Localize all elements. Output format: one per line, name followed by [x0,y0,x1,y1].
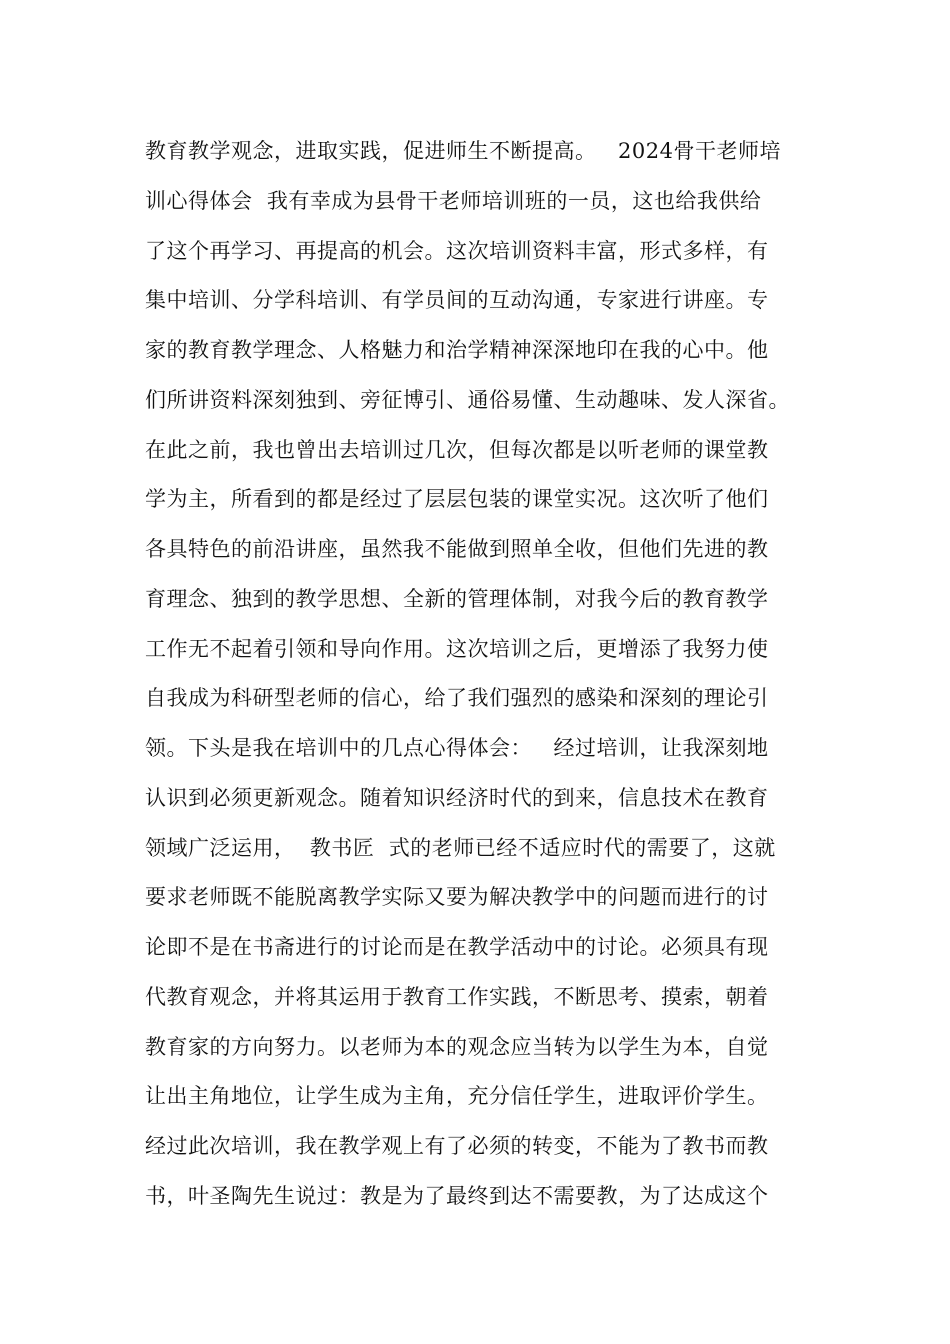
text-line: 在此之前，我也曾出去培训过几次，但每次都是以听老师的课堂教 [145,437,769,462]
text-line: 自我成为科研型老师的信心，给了我们强烈的感染和深刻的理论引 [145,686,769,711]
text-line: 领域广泛运用， 教书匠 式的老师已经不适应时代的需要了，这就 [145,835,776,860]
text-line: 经过此次培训，我在教学观上有了必须的转变，不能为了教书而教 [145,1134,769,1158]
text-line: 代教育观念，并将其运用于教育工作实践，不断思考、摸索，朝着 [145,984,769,1009]
text-line: 论即不是在书斋进行的讨论而是在教学活动中的讨论。必须具有现 [145,935,769,959]
text-line: 书，叶圣陶先生说过：教是为了最终到达不需要教，为了达成这个 [145,1183,769,1208]
text-line: 各具特色的前沿讲座，虽然我不能做到照单全收，但他们先进的教 [145,537,769,561]
text-line: 工作无不起着引领和导向作用。这次培训之后，更增添了我努力使 [145,636,769,661]
text-line: 教育家的方向努力。以老师为本的观念应当转为以学生为本，自觉 [145,1034,769,1059]
text-line: 集中培训、分学科培训、有学员间的互动沟通，专家进行讲座。专 [145,288,769,313]
text-line: 训心得体会 我有幸成为县骨干老师培训班的一员，这也给我供给 [145,188,762,213]
text-line: 学为主，所看到的都是经过了层层包装的课堂实况。这次听了他们 [145,487,769,512]
text-line: 要求老师既不能脱离教学实际又要为解决教学中的问题而进行的讨 [145,885,769,910]
text-line: 家的教育教学理念、人格魅力和治学精神深深地印在我的心中。他 [145,338,769,362]
text-line: 了这个再学习、再提高的机会。这次培训资料丰富，形式多样，有 [145,238,769,263]
text-line: 教育教学观念，进取实践，促进师生不断提高。 2024骨干老师培 [145,139,781,163]
text-line: 让出主角地位，让学生成为主角，充分信任学生，进取评价学生。 [145,1084,769,1109]
text-line: 领。下头是我在培训中的几点心得体会： 经过培训，让我深刻地 [145,736,769,760]
text-line: 认识到必须更新观念。随着知识经济时代的到来，信息技术在教育 [145,785,769,810]
text-line: 们所讲资料深刻独到、旁征博引、通俗易懂、生动趣味、发人深省。 [145,387,790,412]
text-line: 育理念、独到的教学思想、全新的管理体制，对我今后的教育教学 [145,586,769,611]
body-text [145,127,825,1222]
